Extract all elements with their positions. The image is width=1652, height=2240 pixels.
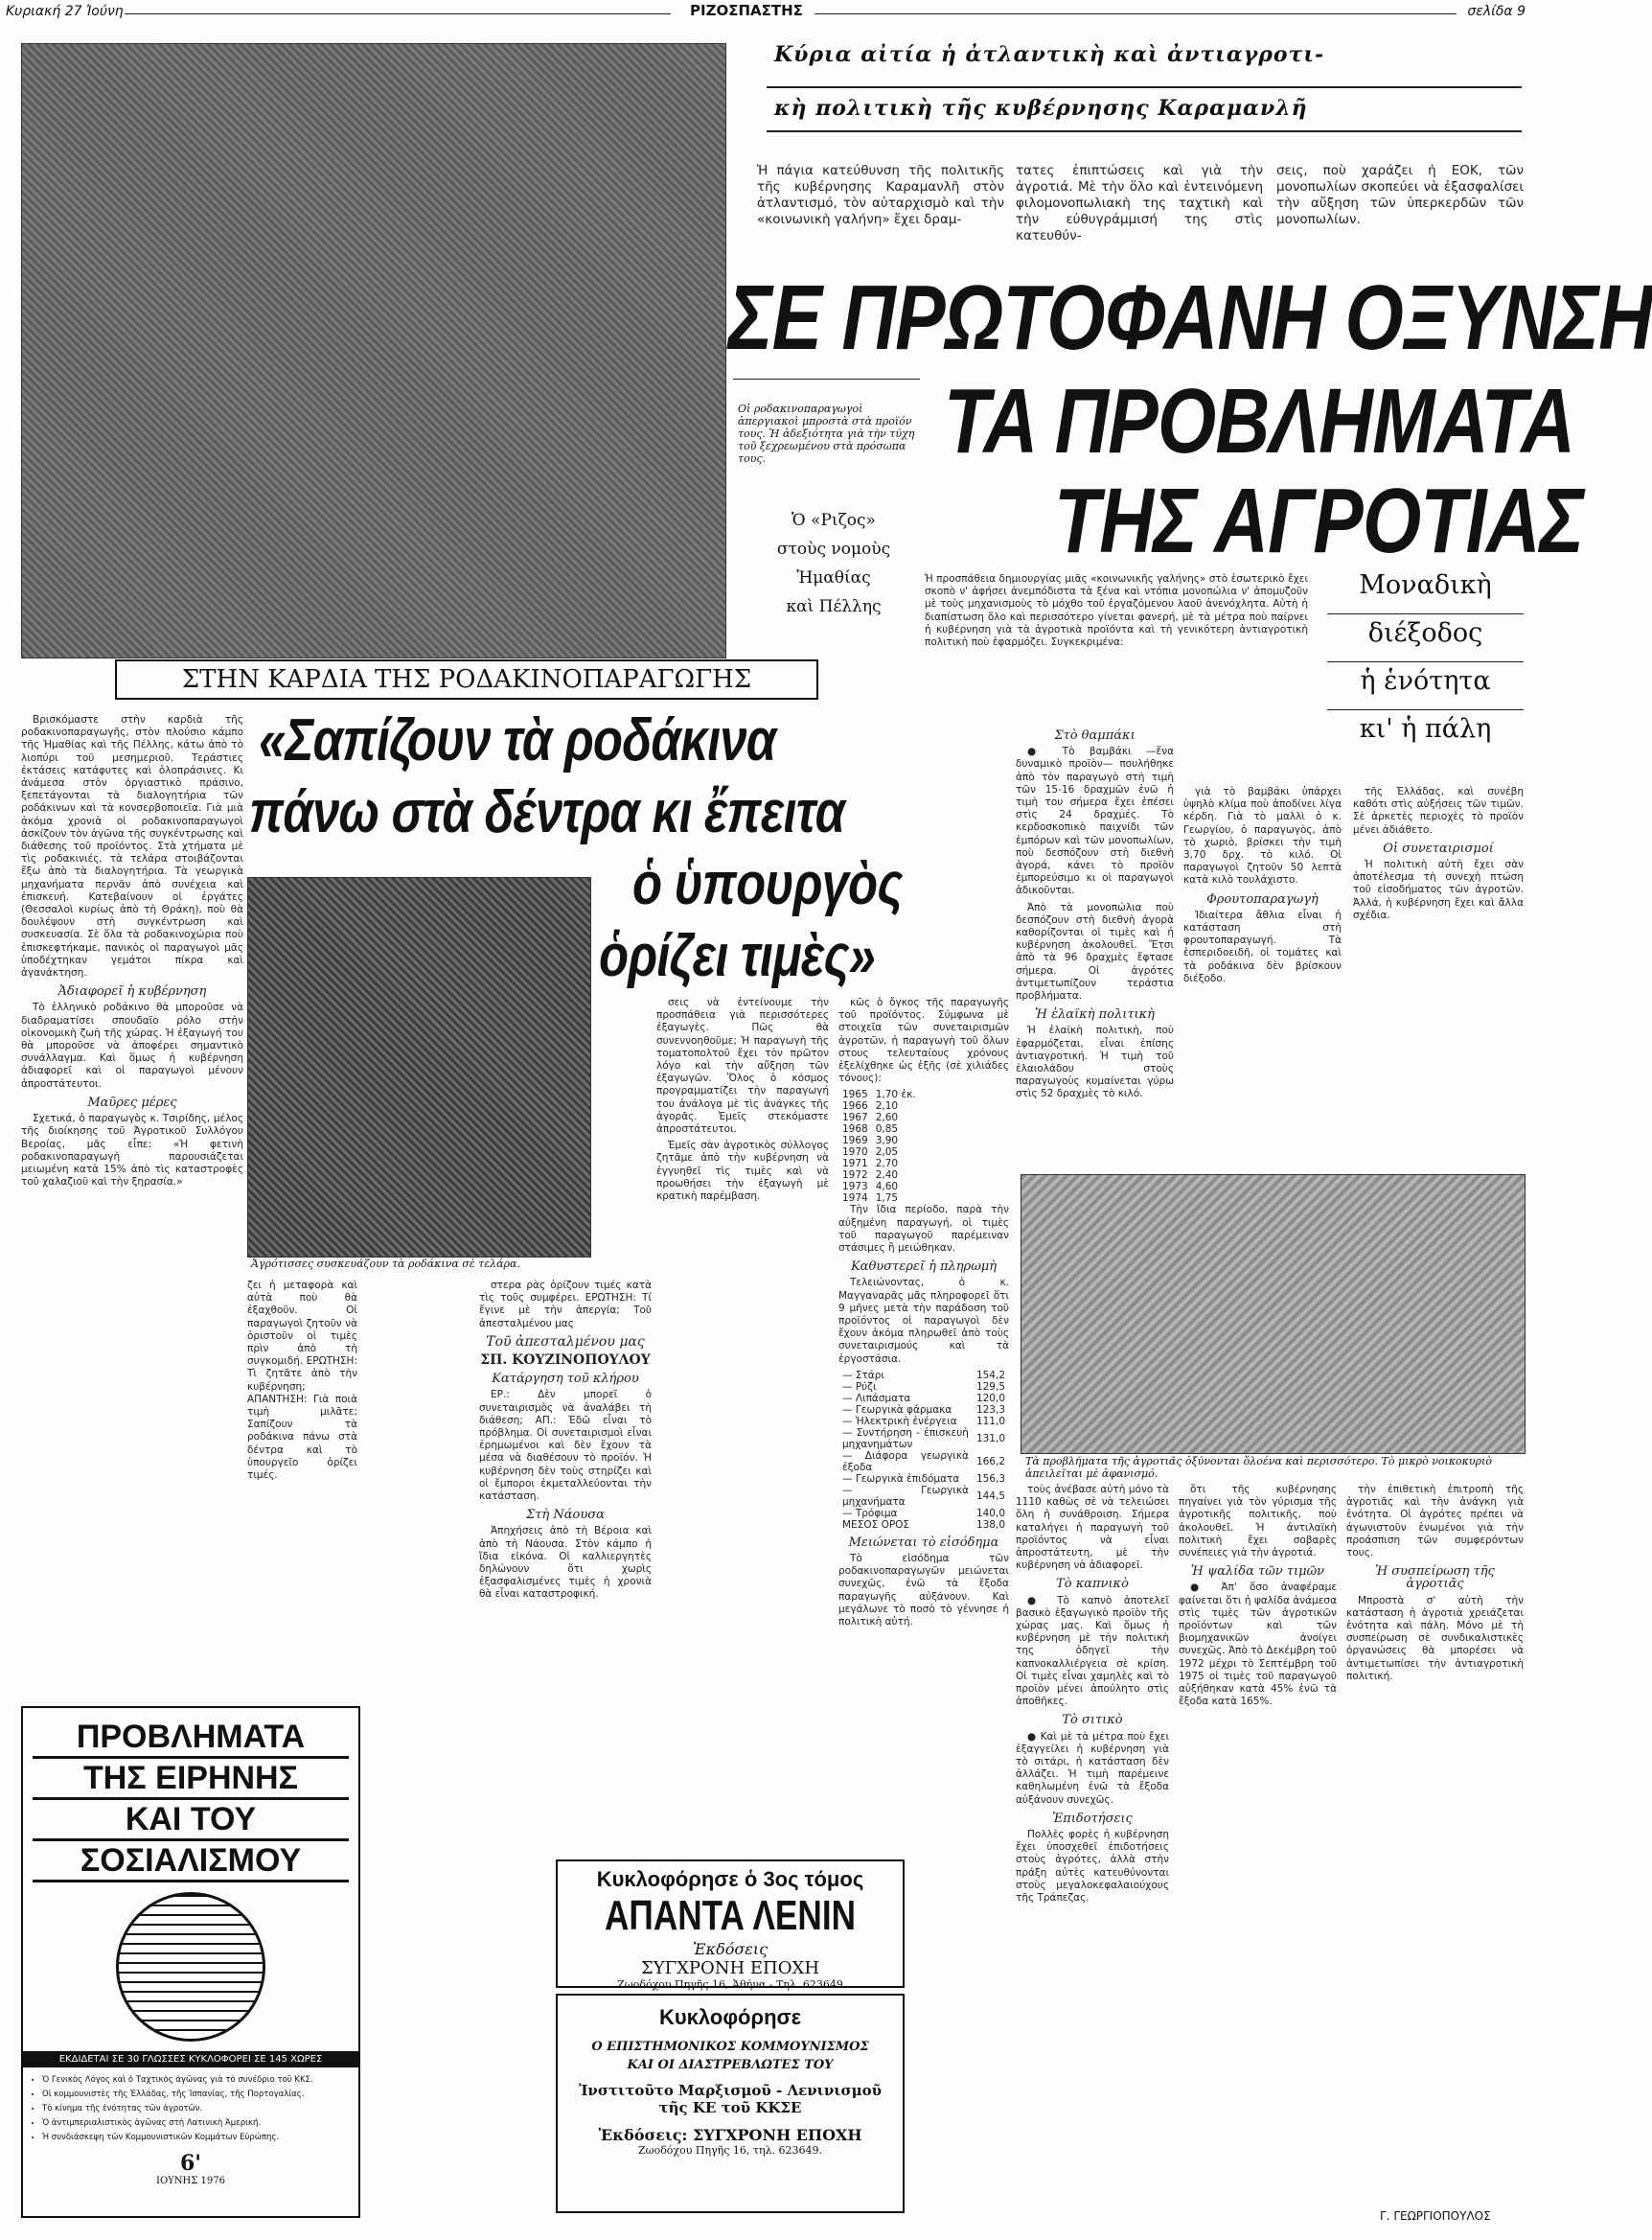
cost-row-cell: 144,5 xyxy=(975,1489,1005,1502)
ad-scientific-communism xyxy=(556,1994,905,2213)
col-mid2-para1: στερα ρὰς ὁρίζουν τιμές κατὰ τὶς τοῦς συμφέρει. ΕΡΩΤΗΣΗ: Τί ἔγινε μὲ τὴν ἀπεργία; Τοῦ ἀπεσταλμένου μας xyxy=(479,1280,652,1329)
production-row xyxy=(838,1100,920,1112)
sub-kapniko: Τὸ καπνικὸ xyxy=(1056,1577,1129,1592)
production-row xyxy=(838,1089,920,1100)
cost-row-cell: — Συντήρηση - ἐπισκευὴ μηχανημάτων xyxy=(842,1426,969,1450)
col-left-para2: Τὸ ἑλληνικὸ ροδάκινο θὰ μποροῦσε νὰ διαδραματίσει σπουδαῖο ρόλο στὴν οἰκονομικὴ ζωὴ τῆς χώρας. Ἡ ἐξαγωγή του θὰ μποροῦσε νὰ ἀποφέρει σημαντικὸ συνάλλαγμα. Καὶ ὅμως ἡ κυβέρνηση ἀδιαφορεῖ καὶ οἱ παραγωγοὶ μένουν ἀπροστάτευτοι. xyxy=(21,1002,243,1090)
ad-comm-line3: ΚΑΙ ΟΙ ΔΙΑΣΤΡΕΒΛΩΤΕΣ ΤΟΥ xyxy=(627,2058,834,2072)
ad-list-item: • Οἱ κομμουνιστὲς τῆς Ἑλλάδας, τῆς Ἰσπανίας, τῆς Πορτογαλίας. xyxy=(42,2088,351,2102)
col-right2 xyxy=(1183,786,1342,1165)
cost-row-cell: ΜΕΣΟΣ ΟΡΟΣ xyxy=(842,1518,910,1531)
col-right1-para2: Ἀπὸ τὰ μονοπώλια ποὺ δεσπόζουν στὴ διεθνὴ ἀγορὰ καθορίζονται οἱ τιμὲς καὶ ἡ κυβέρνηση ἀκολουθεῖ. Ἔτσι ἀπὸ τὰ 96 δραχμὲς ἔφτασε σήμερα. Οἱ ἀγρότες ἀντιμετωπίζουν τεράστια προβλήματα. xyxy=(1016,901,1174,1003)
sub-meionetai: Μειώνεται τὸ εἰσόδημα xyxy=(848,1535,999,1550)
cost-row-cell: 138,0 xyxy=(975,1518,1005,1531)
photo-packing xyxy=(247,877,591,1258)
ad-comm-line5: Ἐκδόσεις: ΣΥΓΧΡΟΝΗ ΕΠΟΧΗ xyxy=(598,2126,862,2144)
col-r-lower3-para1: τὴν ἐπιθετικὴ ἐπιτροπὴ τῆς ἀγροτιᾶς καὶ τὴν ἀνάγκη γιὰ ἑνότητα. Οἱ ἀγρότες πρέπει νὰ ἀγωνιστοῦν ἑνωμένοι γιὰ τὴν προάσπιση τῶν συμφερόντων τους. xyxy=(1346,1484,1524,1559)
production-row-cell: 2,10 xyxy=(875,1100,899,1113)
photo1-caption: Οἱ ροδακινοπαραγωγοὶ ἀπεργιακοὶ μπροστὰ στὰ προϊόν τους. Ἡ ἀδεξιότητα γιὰ τὴν τύχη τοῦ ξεχρεωμένου στὰ πρόσωπα τους. xyxy=(738,403,915,465)
side-box-monadiki: Μοναδικὴ xyxy=(1359,570,1492,600)
ad-list-item: • Ὁ Γενικὸς Λόγος καὶ ὁ Ταχτικὸς ἀγῶνας γιὰ τὸ συνέδριο τοῦ ΚΚΣ. xyxy=(42,2073,351,2088)
cost-row-cell: — Ρύζι xyxy=(842,1380,877,1393)
ad-lenin-line3: Ἐκδόσεις xyxy=(692,1940,769,1958)
header-date: Κυριακή 27 Ἰούνη xyxy=(6,4,124,19)
top-headline-rule2 xyxy=(767,130,1522,132)
production-row-cell: 3,90 xyxy=(875,1135,899,1147)
col-r-lower1-para4: Πολλὲς φορὲς ἡ κυβέρνηση ἔχει ὑποσχεθεῖ ἐπιδοτήσεις στοὺς ἀγρότες, ἀλλὰ στὴν πράξη αὐτὲς κατευθύνονται στοὺς μεγαλοκεφαλαιούχους τῆς Τράπεζας. xyxy=(1016,1829,1169,1905)
top-headline-rule xyxy=(767,86,1522,88)
side-box-enotita: ἡ ἑνότητα xyxy=(1360,666,1491,696)
col-mid1b xyxy=(362,1280,472,1510)
quote-line1: «Σαπίζουν τὰ ροδάκινα xyxy=(259,707,776,774)
col-mid2-para2: ΕΡ.: Δὲν μπορεῖ ὁ συνεταιρισμὸς νὰ ἀναλάβει τὴ διάθεση; ΑΠ.: Ἐδῶ εἶναι τὸ πρόβλημα. Οἱ συνεταιρισμοὶ εἶναι ἐρημωμένοι καὶ δὲν ἔχουν τὰ μέσα νὰ διαθέσουν τὸ προϊόν. Ἡ κυβέρνηση δὲν τοὺς στηρίζει καὶ οἱ ἔμποροι ἐκμεταλλεύονται τὴν κατάσταση. xyxy=(479,1389,652,1503)
col-right3-para1: τῆς Ἑλλάδας, καὶ συνέβη καθότι στὶς αὐξήσεις τῶν τιμῶν. Σὲ ἀρκετὲς περιοχὲς τὸ προϊὸν μένει ἀδιάθετο. xyxy=(1353,786,1524,836)
cost-row xyxy=(838,1393,1009,1404)
side-rule3 xyxy=(1327,709,1524,710)
ad-list-item: • Ὁ ἀντιμπεριαλιστικὸς ἀγῶνας στὴ Λατινικὴ Ἀμερική. xyxy=(42,2116,351,2131)
ad-problems-line3: ΚΑΙ ΤΟΥ xyxy=(33,1800,349,1841)
production-table xyxy=(838,1089,920,1204)
sub-epidotiseis: Ἐπιδοτήσεις xyxy=(1052,1811,1133,1826)
main-headline-line1: ΣΕ ΠΡΩΤΟΦΑΝΗ ΟΞΥΝΣΗ xyxy=(728,266,1652,369)
cost-row xyxy=(838,1485,1009,1508)
ad-list-item: • Τὸ κίνημα τῆς ἑνότητας τῶν ἀγροτῶν. xyxy=(42,2102,351,2116)
side-box-pali: κι' ἡ πάλη xyxy=(1359,714,1492,744)
cost-row xyxy=(838,1381,1009,1393)
quote-line4: ὁρίζει τιμὲς» xyxy=(599,923,876,989)
cost-row-cell: — Γεωργικὰ ἐπιδόματα xyxy=(842,1472,960,1485)
col-mid4-para2: Τὴν ἴδια περίοδο, παρὰ τὴν αὐξημένη παραγωγή, οἱ τιμὲς τοῦ παραγωγοῦ παρέμειναν στάσιμες ἢ μειώθηκαν. xyxy=(838,1204,1009,1255)
production-row xyxy=(838,1169,920,1181)
cost-row xyxy=(838,1416,1009,1427)
caption-rule xyxy=(733,379,920,380)
sub-kathysterei: Καθυστερεῖ ἡ πληρωμὴ xyxy=(850,1259,998,1275)
reporter-block xyxy=(747,506,920,621)
production-row-cell: 4,60 xyxy=(875,1181,899,1193)
ad-lenin-line1: Κυκλοφόρησε ὁ 3ος τόμος xyxy=(596,1867,864,1891)
cost-row xyxy=(838,1473,1009,1485)
header-rule xyxy=(125,13,671,14)
cost-row-cell: — Λιπάσματα xyxy=(842,1392,911,1404)
cost-row-cell: 140,0 xyxy=(975,1507,1005,1519)
col-right3-para2: Ἡ πολιτικὴ αὐτὴ ἔχει σὰν ἀποτέλεσμα τὴ συνεχὴ πτώση τοῦ εἰσοδήματος τῶν ἀγροτῶν. Ἀλλά, ἡ κυβέρνηση ἔχει καὶ ἄλλα σχέδια. xyxy=(1353,859,1524,921)
ad-problems-line4: ΣΟΣΙΑΛΙΣΜΟΥ xyxy=(33,1841,349,1882)
col-r-lower2-para2: ● Ἀπ' ὅσο ἀναφέραμε φαίνεται ὅτι ἡ ψαλίδα ἀνάμεσα στὶς τιμὲς τῶν ἀγροτικῶν προϊόντων καὶ τῶν βιομηχανικῶν ἀνοίγει συνεχῶς. Ἀπὸ τὸ Δεκέμβρη τοῦ 1972 μέχρι τὸ Σεπτέμβρη τοῦ 1975 οἱ τιμὲς τοῦ παραγωγοῦ αὐξήθηκαν κατὰ 45% ἐνῶ τὰ ἔξοδα κατὰ 165%. xyxy=(1179,1582,1337,1708)
production-row-cell: 1972 xyxy=(842,1169,868,1182)
col-mid3-para1: σεις νὰ ἐντείνουμε τὴν προσπάθεια γιὰ περισσότερες ἐξαγωγὲς. Πῶς θὰ συνεννοηθοῦμε; Ἡ παραγωγὴ τῆς τοματοπολτοῦ ἔχει τὸν πρῶτον λόγο καὶ τὴν αὔξηση τῶν ἐξαγωγῶν. Ὅλος ὁ κόσμος προγραμματίζει τὴν παραγωγή του ἀνάλογα μὲ τὶς ἀνάγκες τῆς ἀγορᾶς. Ἐμεῖς στεκόμαστε ἀπροστάτευτοι. xyxy=(656,997,829,1136)
ad-problems-line2: ΤΗΣ ΕΙΡΗΝΗΣ xyxy=(33,1759,349,1800)
production-row xyxy=(838,1135,920,1146)
production-row xyxy=(838,1192,920,1204)
production-row-cell: 1973 xyxy=(842,1181,868,1193)
cost-row-cell: 131,0 xyxy=(975,1432,1005,1444)
production-row-cell: 1974 xyxy=(842,1192,868,1205)
intro-right: Ἡ προσπάθεια δημιουργίας μιᾶς «κοινωνικῆς γαλήνης» στὸ ἐσωτερικὸ ἔχει σκοπὸ ν' ἀφήσει ἀνεμπόδιστα τὰ ξένα καὶ ντόπια μονοπώλια ν' ἀπομυζοῦν μὲ τοὺς μηχανισμοὺς τὸ μόχθο τοῦ ἐργαζόμενου λαοῦ ἀνενόχλητα. Αὐτὴ ἡ διαπίστωση ὅλο καὶ περισσότερο γίνεται φανερή, μὲ τὰ μέτρα ποὺ παίρνει ἡ κυβέρνηση γιὰ τὰ ἀγροτικὰ προϊόντα καὶ τὴ γενικότερη ἀντιαγροτικὴ πολιτικὴ ποὺ ἐφαρμόζει. Συγκεκριμένα: xyxy=(925,573,1308,649)
ad-comm-line6: Ζωοδόχου Πηγῆς 16, τηλ. 623649. xyxy=(637,2144,823,2157)
col-mid4-para4: Τὸ εἰσόδημα τῶν ροδακινοπαραγωγῶν μειώνεται συνεχῶς, ἐνῶ τὰ ἔξοδα παραγωγῆς αὐξάνουν. Καὶ μεγάλωνε τὸ ποσὸ τὸ γέννησε ἡ πολιτικὴ αὐτή. xyxy=(838,1553,1009,1628)
sub-mavres: Μαῦρες μέρες xyxy=(87,1095,177,1110)
ad-list-item: • Ἡ συνδιάσκεψη τῶν Κομμουνιστικῶν Κομμάτων Εὐρώπης. xyxy=(42,2131,351,2145)
lead-col2: τατες ἐπιπτώσεις καὶ γιὰ τὴν ἀγροτιά. Μὲ τὴν ὅλο καὶ ἐντεινόμενη φιλομονοπωλιακὴ της ταχτικὴ καὶ τὴν εὐθυγράμμισή της στὶς κατευθύν- xyxy=(1016,163,1263,243)
production-row-cell: 1970 xyxy=(842,1146,868,1159)
cost-row xyxy=(838,1427,1009,1450)
cost-row-cell: 111,0 xyxy=(975,1415,1005,1427)
col-r-lower2-para1: ὅτι τῆς κυβέρνησης πηγαίνει γιὰ τὸν γύρισμα τῆς ἀγροτικῆς πολιτικῆς, ποὺ ἀκολουθεῖ. Ἡ ἀντιλαϊκὴ πολιτικὴ ἔχει σοβαρὲς συνέπειες γιὰ τὴν ἀγροτιά. xyxy=(1179,1484,1337,1559)
reporter-line3: Ἡμαθίας xyxy=(796,568,871,588)
cost-row-cell: — Τρόφιμα xyxy=(842,1507,898,1519)
cost-row-cell: — Γεωργικὰ φάρμακα xyxy=(842,1403,952,1416)
ad-comm-line1: Κυκλοφόρησε xyxy=(658,2005,802,2029)
production-row xyxy=(838,1123,920,1135)
ad-problems-footer: ΕΚΔΙΔΕΤΑΙ ΣΕ 30 ΓΛΩΣΣΕΣ ΚΥΚΛΟΦΟΡΕΙ ΣΕ 145 ΧΩΡΕΣ xyxy=(23,2051,358,2067)
ad-problems-list xyxy=(31,2073,351,2145)
cost-row xyxy=(838,1370,1009,1381)
reporter-line4: καὶ Πέλλης xyxy=(786,597,882,616)
cost-row xyxy=(838,1519,1009,1531)
header-page: σελίδα 9 xyxy=(1467,4,1526,19)
col-mid4-para3: Τελειώνοντας, ὁ κ. Μαγγαναρᾶς μᾶς πληροφορεῖ ὅτι 9 μῆνες μετὰ τὴν παράδοση τοῦ προϊόντος οἱ παραγωγοὶ δὲν ἔχουν ἀκόμα πληρωθεῖ ἀπὸ τοὺς συνεταιρισμούς καὶ τὰ ἐργοστάσια. xyxy=(838,1277,1009,1365)
col-r-lower1-para3: ● Καὶ μὲ τὰ μέτρα ποὺ ἔχει ἐξαγγείλει ἡ κυβέρνηση γιὰ τὸ σιτάρι, ἡ κατάσταση δὲν ἀλλάζει. Ἡ τιμὴ παρέμεινε καθηλωμένη ἐνῶ τὰ ἔξοδα αὐξάνουν συνεχῶς. xyxy=(1016,1730,1169,1806)
top-headline-line2: κὴ πολιτικὴ τῆς κυβέρνησης Καραμανλῆ xyxy=(774,96,1308,121)
reporter2-line2: ΣΠ. ΚΟΥΖΙΝΟΠΟΥΛΟΥ xyxy=(480,1352,651,1369)
ad-problems-price: 6' xyxy=(179,2151,202,2176)
col-mid4 xyxy=(838,997,1009,1840)
reporter-line1: Ὁ «Ριζος» xyxy=(792,511,876,530)
sub-adiaforei: Ἀδιαφορεῖ ἡ κυβέρνηση xyxy=(57,984,207,1000)
main-headline-line3: ΤΗΣ ΑΓΡΟΤΙΑΣ xyxy=(1054,470,1584,572)
cost-row-cell: — Στάρι xyxy=(842,1369,884,1381)
col-r-lower3 xyxy=(1346,1484,1524,2193)
col-mid2-para3: Ἀπηχήσεις ἀπὸ τὴ Βέροια καὶ ἀπὸ τὴ Νάουσα. Στὸν κάμπο ἡ ἴδια εἰκόνα. Οἱ καλλιεργητὲς δηλώνουν ὅτι χωρὶς ἐξασφαλισμένες τιμὲς ἡ χρονιὰ θὰ εἶναι καταστροφική. xyxy=(479,1525,652,1601)
cost-row-cell: — Γεωργικὰ μηχανήματα xyxy=(842,1484,969,1508)
cost-row-cell: 156,3 xyxy=(975,1472,1005,1485)
col-right1 xyxy=(1016,724,1174,1165)
production-row-cell: 1971 xyxy=(842,1158,868,1170)
ad-lenin-line4: ΣΥΓΧΡΟΝΗ ΕΠΟΧΗ xyxy=(640,1958,820,1978)
col-right2-para1: γιὰ τὸ βαμβάκι ὑπάρχει ὑψηλὸ κλίμα ποὺ ἀποδίνει λίγα κέρδη. Γιὰ τὸ μαλλὶ ὁ κ. Γεωργίου, ὁ παραγωγὸς, ἀπὸ τὸ χωριὸ, βρίσκει τὴν τιμὴ 3,70 δρχ. τὸ κιλό. Οἱ παραγωγοὶ ζητοῦν 50 λεπτὰ κατὰ κιλὸ τουλάχιστο. xyxy=(1183,786,1342,887)
cost-row-cell: 166,2 xyxy=(975,1455,1005,1467)
ad-problems-line1: ΠΡΟΒΛΗΜΑΤΑ xyxy=(33,1718,349,1759)
production-row-cell: 2,40 xyxy=(875,1169,899,1182)
reporter-line2: στοὺς νομοὺς xyxy=(776,540,891,559)
production-row-cell: 1969 xyxy=(842,1135,868,1147)
cost-row xyxy=(838,1508,1009,1519)
production-row-cell: 1967 xyxy=(842,1112,868,1124)
ad-problems-title xyxy=(23,1718,358,1882)
production-row-cell: 2,70 xyxy=(875,1158,899,1170)
col-left-para3: Σχετικά, ὁ παραγωγὸς κ. Τσιρίδης, μέλος τῆς διοίκησης τοῦ Ἀγροτικοῦ Συλλόγου Βεροίας, μᾶς εἶπε: «Ἡ φετινὴ ροδακινοπαραγωγὴ παρουσιάζεται μειωμένη κατὰ 15% ἀπὸ τὶς καταστροφὲς τοῦ χαλαζιοῦ καὶ τὴν ξηρασία.» xyxy=(21,1113,243,1189)
col-r-lower1-para1: τοὺς ἀνέβασε αὐτὴ μόνο τὰ 1110 καθὼς σὲ νὰ τελειώσει ὅλη ἡ συνάθροιση. Σήμερα καταλήγει ἡ παραγωγὴ τοῦ προϊόντος νὰ εἶναι ἀπροστάτευτη, μὲ τὴν κυβέρνηση νὰ ἀδιαφορεῖ. xyxy=(1016,1484,1169,1572)
cost-row-cell: 154,2 xyxy=(975,1369,1005,1381)
col-right3 xyxy=(1353,786,1524,1165)
production-row xyxy=(838,1158,920,1169)
header-rule-right xyxy=(815,13,1457,14)
cost-row-cell: 123,3 xyxy=(975,1403,1005,1416)
ad-lenin-line2: ΑΠΑΝΤΑ ΛΕΝΙΝ xyxy=(604,1892,857,1939)
production-row xyxy=(838,1181,920,1192)
col-right1-para3: Ἡ ἐλαϊκὴ πολιτικὴ, ποὺ ἐφαρμόζεται, εἶναι ἐπίσης ἀντιαγροτική. Ἡ τιμὴ τοῦ ἐλαιολάδου στοὺς παραγωγοὺς κυμαίνεται γύρω στὶς 52 δραχμὲς τὸ κιλό. xyxy=(1016,1025,1174,1100)
production-row-cell: 1968 xyxy=(842,1123,868,1136)
production-row xyxy=(838,1112,920,1123)
sub-synaspisi: Ἡ συσπείρωση τῆς ἀγροτιᾶς xyxy=(1375,1564,1495,1592)
side-rule2 xyxy=(1327,661,1524,662)
cost-row-cell: 129,5 xyxy=(975,1380,1005,1393)
cost-row xyxy=(838,1450,1009,1473)
production-row xyxy=(838,1146,920,1158)
cost-row-cell: — Ἠλεκτρικὴ ἐνέργεια xyxy=(842,1415,957,1427)
sub-katargisi: Κατάργηση τοῦ κλήρου xyxy=(492,1372,639,1387)
quote-line3: ὁ ὑπουργὸς xyxy=(632,851,903,917)
col-r-lower1 xyxy=(1016,1484,1169,2222)
col-mid4-para1: κῶς ὁ ὄγκος τῆς παραγωγῆς τοῦ προϊόντος. Σύμφωνα μὲ στοιχεῖα τῶν συνεταιρισμῶν ἀγροτῶν, ἡ παραγωγὴ τοῦ ὅλων στους τελευταίους χρόνους ἐξελίχθηκε ὡς ἑξῆς (σὲ χιλιάδες τόνους): xyxy=(838,997,1009,1085)
signature: Γ. ΓΕΩΡΓΙΟΠΟΥΛΟΣ xyxy=(1380,2209,1491,2223)
sub-psalida: Ἡ ψαλίδα τῶν τιμῶν xyxy=(1190,1564,1325,1580)
reporter2-line1: Τοῦ ἀπεσταλμένου μας xyxy=(486,1333,645,1350)
photo-horse-cart xyxy=(1021,1174,1526,1454)
col-mid3-para2: Ἐμεῖς σὰν ἀγροτικὸς σύλλογος ζητᾶμε ἀπὸ τὴν κυβέρνηση νὰ ἐγγυηθεῖ τὶς τιμὲς καὶ νὰ προωθήσει τὴν ἐξαγωγὴ μὲ κρατικὴ παρέμβαση. xyxy=(656,1140,829,1203)
top-headline-line1: Κύρια αἰτία ἡ ἀτλαντικὴ καὶ ἀντιαγροτι- xyxy=(774,42,1325,67)
production-row-cell: 2,60 xyxy=(875,1112,899,1124)
sub-synetairismoi: Οἱ συνεταιρισμοί xyxy=(1383,841,1494,856)
production-row-cell: 1965 xyxy=(842,1089,868,1101)
col-left xyxy=(21,714,243,1692)
ad-problems-of-peace xyxy=(21,1706,360,2218)
cost-row-cell: — Διάφορα γεωργικὰ ἐξοδα xyxy=(842,1449,969,1473)
globe-icon xyxy=(116,1892,265,2042)
col-mid3 xyxy=(656,997,829,1419)
ad-comm-line4: Ἰνστιτοῦτο Μαρξισμοῦ - Λενινισμοῦ τῆς ΚΕ τοῦ ΚΚΣΕ xyxy=(578,2082,882,2116)
col-r-lower2 xyxy=(1179,1484,1337,2222)
col-r-lower3-para2: Μπροστὰ σ' αὐτὴ τὴν κατάσταση ἡ ἀγροτιὰ χρειάζεται ἑνότητα καὶ πάλη. Μόνο μὲ τὴ συσπείρωση σὲ συνδικαλιστικὲς ὀργανώσεις θὰ μπορέσει νὰ ἀντιμετωπίσει τὴν ἀντιαγροτικὴ πολιτική. xyxy=(1346,1594,1524,1682)
sub-naousa: Στὴ Νάουσα xyxy=(526,1508,605,1523)
side-rule1 xyxy=(1327,613,1524,614)
col-right2-para2: Ἰδιαίτερα ἄθλια εἶναι ἡ κατάσταση στὴ φρουτοπαραγωγή. Τὰ ἑσπεριδοειδῆ, οἱ τομάτες καὶ τὰ ροδάκινα δὲν βρίσκουν διέξοδο. xyxy=(1183,909,1342,984)
sub-thampaki: Στὸ θαμπάκι xyxy=(1054,728,1136,743)
photo2-caption: Ἀγρότισσες συσκευάζουν τὰ ροδάκινα σὲ τελάρα. xyxy=(251,1258,520,1270)
header-paper: ΡΙΖΟΣΠΑΣΤΗΣ xyxy=(690,2,803,19)
section-banner: ΣΤΗΝ ΚΑΡΔΙΑ ΤΗΣ ΡΟΔΑΚΙΝΟΠΑΡΑΓΩΓΗΣ xyxy=(115,659,818,700)
ad-lenin xyxy=(556,1859,905,1991)
cost-row-cell: 120,0 xyxy=(975,1392,1005,1404)
production-row-cell: 2,05 xyxy=(875,1146,899,1159)
lead-col3: σεις, ποὺ χαράζει ἡ ΕΟΚ, τῶν μονοπωλίων σκοπεύει νὰ ἐξασφαλίσει τὴν αὔξηση τῶν ὑπερκερδῶν τῶν μονοπωλίων. xyxy=(1276,163,1524,227)
cost-row xyxy=(838,1404,1009,1416)
ad-lenin-line5: Ζωοδόχου Πηγῆς 16, Ἀθήνα - Τηλ. 623649 xyxy=(617,1978,843,1991)
cost-table xyxy=(838,1370,1009,1531)
photo3-caption: Τὰ προβλήματα τῆς ἀγροτιᾶς ὀξύνονται ὅλοένα καὶ περισσότερο. Τὸ μικρὸ νοικοκυριὸ ἀπειλεῖται μὲ ἀφανισμό. xyxy=(1025,1455,1492,1480)
col-left-para1: Βρισκόμαστε στὴν καρδιὰ τῆς ροδακινοπαραγωγῆς, στὸν πλούσιο κάμπο τῆς Ἡμαθίας καὶ τῆς Πέλλης, κάτω ἀπὸ τὸ λιοπύρι τοῦ μεσημεριοῦ. Τεράστιες ἐκτάσεις κατάφυτες καὶ ὁλοπράσινες. Κι ἀνάμεσα στὸν ὀργιαστικὸ πράσινο, ξεπετάγονται τὰ διαλογητήρια τῶν ροδάκινων καὶ τὰ κονσερβοποιεῖα. Γιὰ μιὰ ἀκόμα χρονιὰ οἱ ροδακινοπαραγωγοὶ ἀσκίζουν τὸν ἀγῶνα τῆς συγκέντρωσης καὶ διάθεσης τοῦ προϊόντος. Στὰ χτήματα μὲ τὶς ροδακινιές, τὰ τελάρα στοιβάζονται ἔξω ἀπὸ τὰ διαλογητήρια. Τὰ γεωργικὰ μηχανήματα περνᾶν ἀπὸ συνέχεια καὶ ἐπισκευή. Κατεβαίνουν οἱ ἐργάτες (Θεσσαλοὶ κυρίως ἀπὸ τὴ Θράκη), ποὺ θὰ δουλέψουν στὴ συγκέντρωση καὶ συσκευασία. Σὲ ὅλα τὰ ροδακινοχώρια ποὺ ἐπισκεφτήκαμε, πανικὸς οἱ παραγωγοὶ μᾶς ὑποδέχτηκαν γεμάτοι πίκρα καὶ ἀγανάκτηση. xyxy=(21,714,243,980)
production-row-cell: 1,70 ἐκ. xyxy=(875,1089,916,1101)
production-row-cell: 1,75 xyxy=(875,1192,899,1205)
col-mid1: ζει ἡ μεταφορὰ καὶ αὐτὰ ποὺ θὰ ἐξαχθοῦν. Οἱ παραγωγοὶ ζητοῦν νὰ ὁριστοῦν οἱ τιμὲς πρὶν ἀπὸ τὴ συγκομιδή. ΕΡΩΤΗΣΗ: Τὶ ζητᾶτε ἀπὸ τὴν κυβέρνηση; ΑΠΑΝΤΗΣΗ: Γιὰ ποιὰ τιμὴ μιλᾶτε; Σαπίζουν τὰ ροδάκινα πάνω στὰ δέντρα καὶ τὸ ὑπουργεῖο ὁρίζει τιμές. xyxy=(247,1280,357,1482)
production-row-cell: 0,85 xyxy=(875,1123,899,1136)
sub-sitiko: Τὸ σιτικὸ xyxy=(1062,1713,1123,1728)
main-headline-line2: ΤΑ ΠΡΟΒΛΗΜΑΤΑ xyxy=(944,370,1575,473)
side-box-diexodos: διέξοδος xyxy=(1367,618,1483,648)
sub-elaiki: Ἡ ἐλαϊκὴ πολιτικὴ xyxy=(1035,1007,1155,1023)
photo-peach-harvest xyxy=(21,43,726,658)
ad-problems-issue: ΙΟΥΝΗΣ 1976 xyxy=(156,2176,225,2186)
col-right1-para1: ● Τὸ βαμβάκι —ἕνα δυναμικὸ προϊὸν— πουλήθηκε ἀπὸ τὸν παραγωγὸ στὴ τιμὴ τῶν 15-16 δραχμῶν ἑνῶ ἡ τιμὴ του σήμερα ἔχει ἐπέσει στὶς 24 δραχμές. Τὸ κερδοσκοπικὸ παιχνίδι τῶν ἐμπόρων καὶ τῶν μονοπωλίων, ποὺ δεσπόζουν στὴ διεθνὴ ἀγορά, κάνει τὸ προϊὸν ἐμπορεύσιμο κι οἱ παραγωγοὶ ἀδικοῦνται. xyxy=(1016,746,1174,897)
ad-comm-line2: Ο ΕΠΙΣΤΗΜΟΝΙΚΟΣ ΚΟΜΜΟΥΝΙΣΜΟΣ xyxy=(591,2040,869,2054)
col-r-lower1-para2: ● Τὸ καπνὸ ἀποτελεῖ βασικὸ ἐξαγωγικὸ προϊὸν τῆς χώρας μας. Καὶ ὅμως ἡ κυβέρνηση μὲ τὴν πολιτικὴ της ὁδηγεῖ τὴν καπνοκαλλιέργεια σὲ κρίση. Οἱ τιμὲς εἶναι χαμηλὲς καὶ τὸ προϊὸν μένει ἀπούλητο στὶς ἀποθῆκες. xyxy=(1016,1594,1169,1708)
quote-line2: πάνω στὰ δέντρα κι ἔπειτα xyxy=(249,779,845,845)
lead-col1: Ἡ πάγια κατεύθυνση τῆς πολιτικῆς τῆς κυβέρνησης Καραμανλῆ στὸν ἀτλαντισμό, τὸν αὐταρχισμὸ καὶ τὴν «κοινωνικὴ γαλήνη» ἔχει δραμ- xyxy=(757,163,1004,227)
sub-frouto: Φρουτοπαραγωγὴ xyxy=(1206,891,1319,907)
production-row-cell: 1966 xyxy=(842,1100,868,1113)
